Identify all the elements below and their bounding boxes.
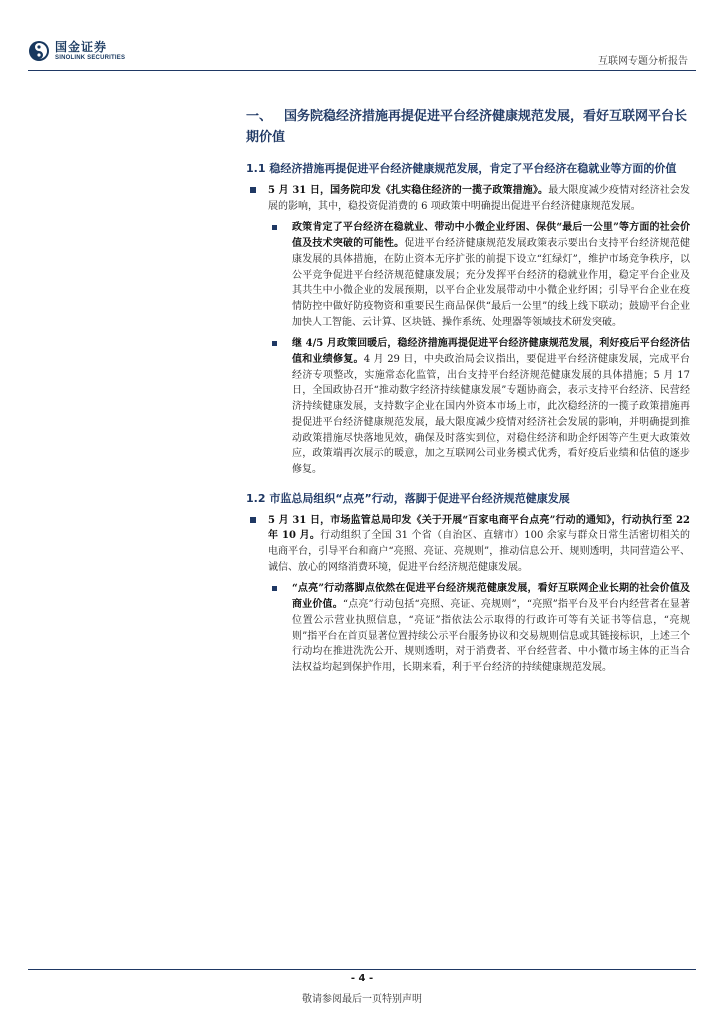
sinolink-logo-icon xyxy=(28,40,50,62)
bullet-lead: 5 月 31 日，市场监管总局印发《关于开展“百家电商平台点亮”行动的通知》，行动执行至 22 年 10 月。 xyxy=(268,514,690,542)
bullet-body: 4 月 29 日，中央政治局会议指出，要促进平台经济健康发展，完成平台经济专项整改，实施常态化监管，出台支持平台经济规范健康发展的具体措施；5 月 17 日，全国政协召开“推动数字经济持续健康发展”专题协商会，表示支持平台经济、民营经济持续健康发展，支持数字企业在国内外资本市场上市，此次稳经济的一揽子政策措施再提促进平台经济健康规范发展，最大限度减少疫情对经济社会发展的影响，并明确提到推动政策措施尽快落地见效，确保及时落实到位，对稳住经济和助企纾困等产生更大政策效应，政策端再次展示的暖意，加之互联网公司业务模式优秀，看好疫后业绩和估值的逐步修复。 xyxy=(292,354,691,475)
bullet-lead: 政策肯定了平台经济在稳就业、带动中小微企业纾困、保供“最后一公里”等方面的社会价值及技术突破的可能性。 xyxy=(292,222,690,250)
bullet-lead: 5 月 31 日，国务院印发《扎实稳住经济的一揽子政策措施》。 xyxy=(268,185,549,196)
bullet-body: 促进平台经济健康规范发展政策表示要出台支持平台经济规范健康发展的具体措施，在防止资本无序扩张的前提下设立“红绿灯”，维护市场竞争秩序，以公平竞争促进平台经济规范健康发展；充分发挥平台经济的稳就业作用，稳定平台企业及其共生中小微企业的发展预期，以平台企业发展带动中小微企业纾困；引导平台企业在疫情防控中做好防疫物资和重要民生商品保供“最后一公里”的线上线下联动；鼓励平台企业加快人工智能、云计算、区块链、操作系统、处理器等领域技术研发突破。 xyxy=(292,238,691,328)
sub-bullet-item xyxy=(246,581,690,675)
square-bullet-icon xyxy=(272,225,277,230)
main-content xyxy=(246,100,690,676)
sub-bullet-item xyxy=(246,220,690,330)
sub-bullet-item xyxy=(246,336,690,477)
subsection-heading-2: 1.2 市监总局组织“点亮”行动，落脚于促进平台经济规范健康发展 xyxy=(246,491,570,505)
page-header xyxy=(28,40,696,70)
page-number: - 4 - xyxy=(350,973,374,984)
bullet-body: 最大限度减少疫情对经济社会发展的影响，其中，稳投资促消费的 6 项政策中明确提出促进平台经济健康规范发展。 xyxy=(268,185,691,212)
section-heading xyxy=(246,106,690,148)
report-type-label: 互联网专题分析报告 xyxy=(598,56,688,67)
square-bullet-icon xyxy=(272,341,277,346)
subsection-heading-1: 1.1 稳经济措施再提促进平台经济健康规范发展，肯定了平台经济在稳就业等方面的价值 xyxy=(246,162,677,175)
company-logo xyxy=(28,40,125,62)
logo-chinese-name: 国金证券 xyxy=(55,40,108,54)
square-bullet-icon xyxy=(250,187,256,193)
logo-english-name: SINOLINK SECURITIES xyxy=(55,55,126,61)
bullet-item xyxy=(246,513,690,576)
bullet-body: “点亮”行动包括“亮照、亮证、亮规则”，“亮照”指平台及平台内经营者在显著位置公示营业执照信息，“亮证”指依法公示取得的行政许可等有关证书等信息，“亮规则”指平台在首页显著位置持续公示平台服务协议和交易规则信息或其链接标识，上述三个行动均在推进洗洗公开、规则透明，对于消费者、平台经营者、中小微市场主体的正当合法权益均起到保护作用，长期来看，利于平台经济的持续健康规范发展。 xyxy=(292,599,691,673)
header-divider xyxy=(28,70,696,71)
bullet-lead: 继 4/5 月政策回暖后，稳经济措施再提促进平台经济健康规范发展，利好疫后平台经济估值和业绩修复。 xyxy=(292,338,690,366)
bullet-item xyxy=(246,183,690,214)
section-title: 国务院稳经济措施再提促进平台经济健康规范发展，看好互联网平台长期价值 xyxy=(246,109,688,145)
bullet-body: 行动组织了全国 31 个省（自治区、直辖市）100 余家与群众日常生活密切相关的电商平台，引导平台和商户“亮照、亮证、亮规则”，推动信息公开、规则透明，共同营造公平、诚信、放心的网络消费环境，促进平台经济规范健康发展。 xyxy=(268,530,690,573)
footer-divider xyxy=(28,969,696,970)
disclaimer-link: 敬请参阅最后一页特别声明 xyxy=(302,994,422,1005)
square-bullet-icon xyxy=(272,586,277,591)
section-number: 一、 xyxy=(246,109,273,124)
square-bullet-icon xyxy=(250,517,256,523)
bullet-lead: “点亮”行动落脚点依然在促进平台经济规范健康发展，看好互联网企业长期的社会价值及商业价值。 xyxy=(292,583,690,611)
